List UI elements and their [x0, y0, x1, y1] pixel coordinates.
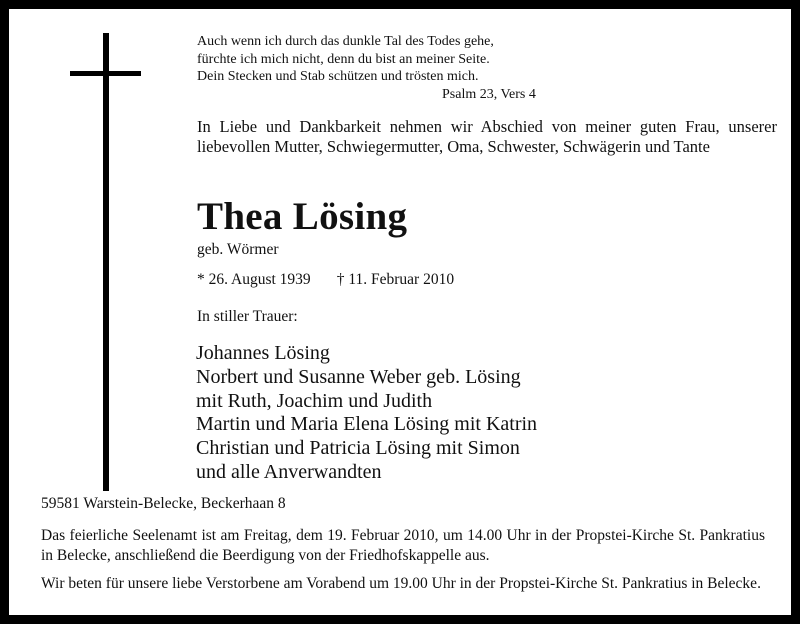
psalm-line: Dein Stecken und Stab schützen und trösten mich. — [197, 69, 479, 84]
mourner-line: und alle Anverwandten — [196, 460, 382, 483]
maiden-name: geb. Wörmer — [197, 241, 279, 258]
mourner-line: Johannes Lösing — [196, 342, 330, 364]
intro-text: In Liebe und Dankbarkeit nehmen wir Abschied von meiner guten Frau, unserer liebevollen Mutter, Schwiegermutter, Oma, Schwester, Schwägerin und Tante — [197, 117, 777, 156]
psalm-line: fürchte ich mich nicht, denn du bist an meiner Seite. — [197, 51, 490, 67]
psalm-reference: Psalm 23, Vers 4 — [442, 86, 536, 102]
psalm-quote — [197, 33, 536, 103]
birth-date: * 26. August 1939 — [197, 271, 311, 288]
service-info: Das feierliche Seelenamt ist am Freitag, dem 19. Februar 2010, um 14.00 Uhr in der Propstei-Kirche St. Pankratius in Belecke, anschließend die Beerdigung von der Friedhofskappelle aus. — [41, 527, 765, 564]
psalm-line: Auch wenn ich durch das dunkle Tal des Todes gehe, — [197, 34, 494, 49]
prayer-info: Wir beten für unsere liebe Verstorbene am Vorabend um 19.00 Uhr in der Propstei-Kirche St. Pankratius in Belecke. — [41, 575, 761, 592]
family-address: 59581 Warstein-Belecke, Beckerhaan 8 — [41, 495, 286, 512]
mourner-line: Christian und Patricia Lösing mit Simon — [196, 437, 520, 460]
life-dates — [197, 270, 454, 290]
obituary-notice — [9, 9, 791, 615]
mourners-list — [196, 342, 537, 485]
mourner-line: Norbert und Susanne Weber geb. Lösing — [196, 365, 521, 388]
cross-vertical-bar — [103, 33, 109, 491]
cross-horizontal-bar — [70, 71, 141, 76]
mourning-label: In stiller Trauer: — [197, 308, 298, 325]
mourner-line: mit Ruth, Joachim und Judith — [196, 389, 433, 412]
death-date: † 11. Februar 2010 — [336, 271, 455, 288]
deceased-name: Thea Lösing — [197, 195, 408, 238]
mourner-line: Martin und Maria Elena Lösing mit Katrin — [196, 413, 538, 436]
